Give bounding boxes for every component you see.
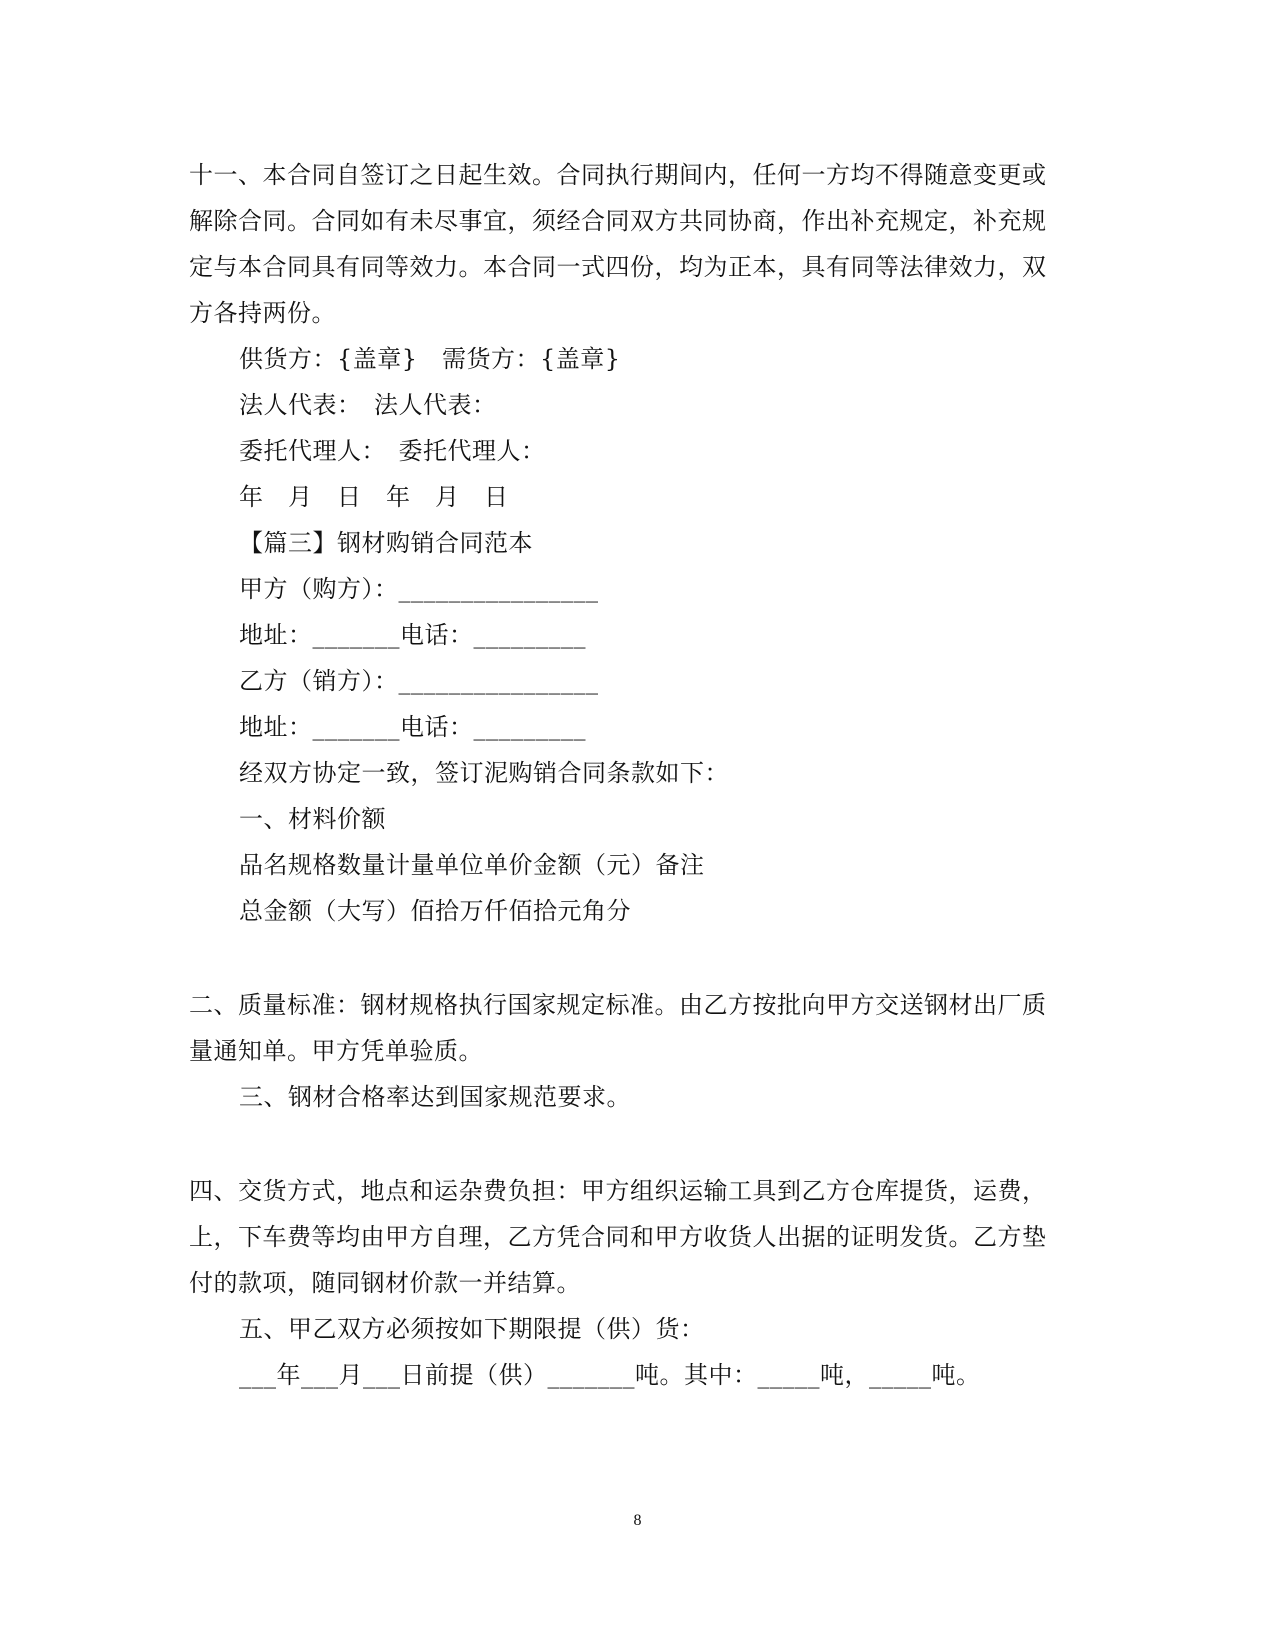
party-b-line: 乙方（销方）：________________ [239,667,599,695]
page-number: 8 [633,1512,642,1529]
clause-2-line-1: 二、质量标准：钢材规格执行国家规定标准。由乙方按批向甲方交送钢材出厂质 [189,991,1047,1019]
clause-4-line-3: 付的款项，随同钢材价款一并结算。 [189,1269,581,1297]
clause-11-line-4: 方各持两份。 [189,299,336,327]
party-a-address-line: 地址：_______电话：_________ [239,621,586,649]
party-b-address-line: 地址：_______电话：_________ [239,713,586,741]
total-amount-line: 总金额（大写）佰拾万仟佰拾元角分 [239,897,631,925]
clause-11-line-3: 定与本合同具有同等效力。本合同一式四份，均为正本，具有同等法律效力，双 [189,253,1047,281]
clause-11-line-2: 解除合同。合同如有未尽事宜，须经合同双方共同协商，作出补充规定，补充规 [189,207,1047,235]
clause-4-line-1: 四、交货方式，地点和运杂费负担：甲方组织运输工具到乙方仓库提货，运费， [189,1177,1047,1205]
clause-2-line-2: 量通知单。甲方凭单验质。 [189,1037,483,1065]
material-columns-line: 品名规格数量计量单位单价金额（元）备注 [239,851,705,879]
delivery-schedule-line: ___年___月___日前提（供）_______吨。其中：_____吨，_____吨。 [239,1361,981,1389]
section-title: 【篇三】钢材购销合同范本 [239,529,533,557]
clause-4-line-2: 上，下车费等均由甲方自理，乙方凭合同和甲方收货人出据的证明发货。乙方垫 [189,1223,1047,1251]
clause-5-heading: 五、甲乙双方必须按如下期限提（供）货： [239,1315,705,1343]
signature-agent: 委托代理人： 委托代理人： [239,437,546,465]
agreement-intro: 经双方协定一致，签订泥购销合同条款如下： [239,759,729,787]
signature-date: 年 月 日 年 月 日 [239,483,509,511]
clause-1-heading: 一、材料价额 [239,805,386,833]
party-a-line: 甲方（购方）：________________ [239,575,599,603]
clause-11-line-1: 十一、本合同自签订之日起生效。合同执行期间内，任何一方均不得随意变更或 [189,161,1047,189]
signature-supplier-buyer: 供货方：{盖章} 需货方：{盖章} [239,345,621,373]
signature-legal-rep: 法人代表： 法人代表： [239,391,497,419]
clause-3-line: 三、钢材合格率达到国家规范要求。 [239,1083,631,1111]
